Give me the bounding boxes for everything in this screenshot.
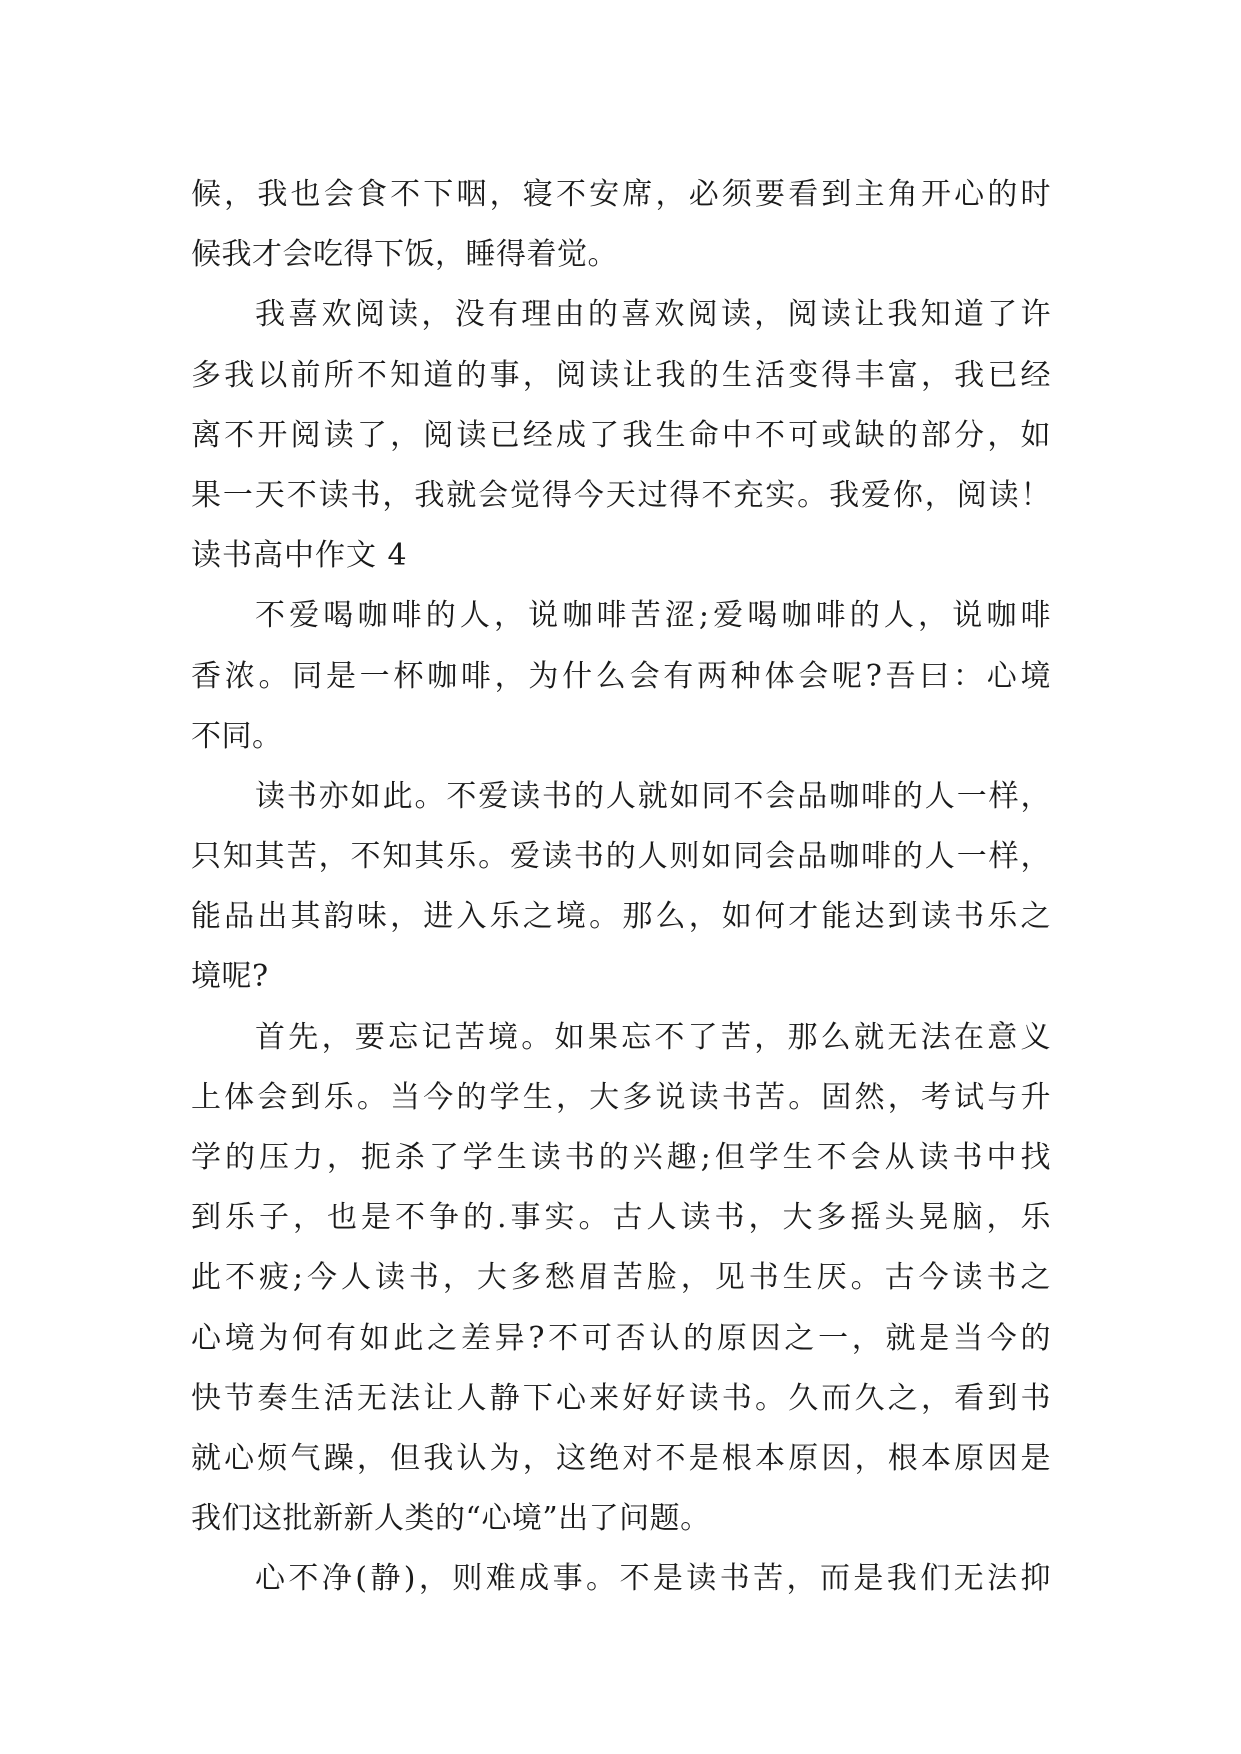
text-line: 学的压力，扼杀了学生读书的兴趣;但学生不会从读书中找 bbox=[191, 1140, 1051, 1175]
paragraph-first-line: 读书亦如此。不爱读书的人就如同不会品咖啡的人一样， bbox=[255, 778, 1051, 814]
text-line: 香浓。同是一杯咖啡，为什么会有两种体会呢?吾曰：心境 bbox=[191, 658, 1051, 694]
text-line: 就心烦气躁，但我认为，这绝对不是根本原因，根本原因是 bbox=[191, 1440, 1051, 1476]
text-line: 离不开阅读了，阅读已经成了我生命中不可或缺的部分，如 bbox=[191, 417, 1051, 453]
text-line: 此不疲;今人读书，大多愁眉苦脸，见书生厌。古今读书之 bbox=[191, 1260, 1051, 1296]
text-line: 我们这批新新人类的“心境”出了问题。 bbox=[191, 1501, 711, 1537]
text-line: 只知其苦，不知其乐。爱读书的人则如同会品咖啡的人一样， bbox=[191, 839, 1051, 875]
text-line: 境呢? bbox=[191, 959, 269, 995]
paragraph-first-line: 心不净(静)，则难成事。不是读书苦，而是我们无法抑 bbox=[255, 1561, 1051, 1597]
text-line: 能品出其韵味，进入乐之境。那么，如何才能达到读书乐之 bbox=[191, 899, 1051, 935]
text-line: 上体会到乐。当今的学生，大多说读书苦。固然，考试与升 bbox=[191, 1079, 1051, 1115]
text-line: 到乐子，也是不争的.事实。古人读书，大多摇头晃脑，乐 bbox=[191, 1200, 1051, 1236]
text-line: 候，我也会食不下咽，寝不安席，必须要看到主角开心的时 bbox=[191, 177, 1051, 212]
paragraph-first-line: 我喜欢阅读，没有理由的喜欢阅读，阅读让我知道了许 bbox=[255, 297, 1051, 333]
paragraph-first-line: 首先，要忘记苦境。如果忘不了苦，那么就无法在意义 bbox=[255, 1019, 1051, 1055]
section-heading: 读书高中作文 4 bbox=[191, 538, 408, 574]
text-line: 快节奏生活无法让人静下心来好好读书。久而久之，看到书 bbox=[191, 1380, 1051, 1416]
paragraph-first-line: 不爱喝咖啡的人，说咖啡苦涩;爱喝咖啡的人，说咖啡 bbox=[255, 598, 1051, 634]
text-line: 果一天不读书，我就会觉得今天过得不充实。我爱你，阅读！ bbox=[191, 477, 1051, 513]
essay-body bbox=[191, 165, 1051, 1610]
text-line: 候我才会吃得下饭，睡得着觉。 bbox=[191, 237, 618, 273]
text-line: 心境为何有如此之差异?不可否认的原因之一，就是当今的 bbox=[191, 1320, 1051, 1356]
text-line: 不同。 bbox=[191, 718, 283, 754]
text-line: 多我以前所不知道的事，阅读让我的生活变得丰富，我已经 bbox=[191, 357, 1051, 393]
